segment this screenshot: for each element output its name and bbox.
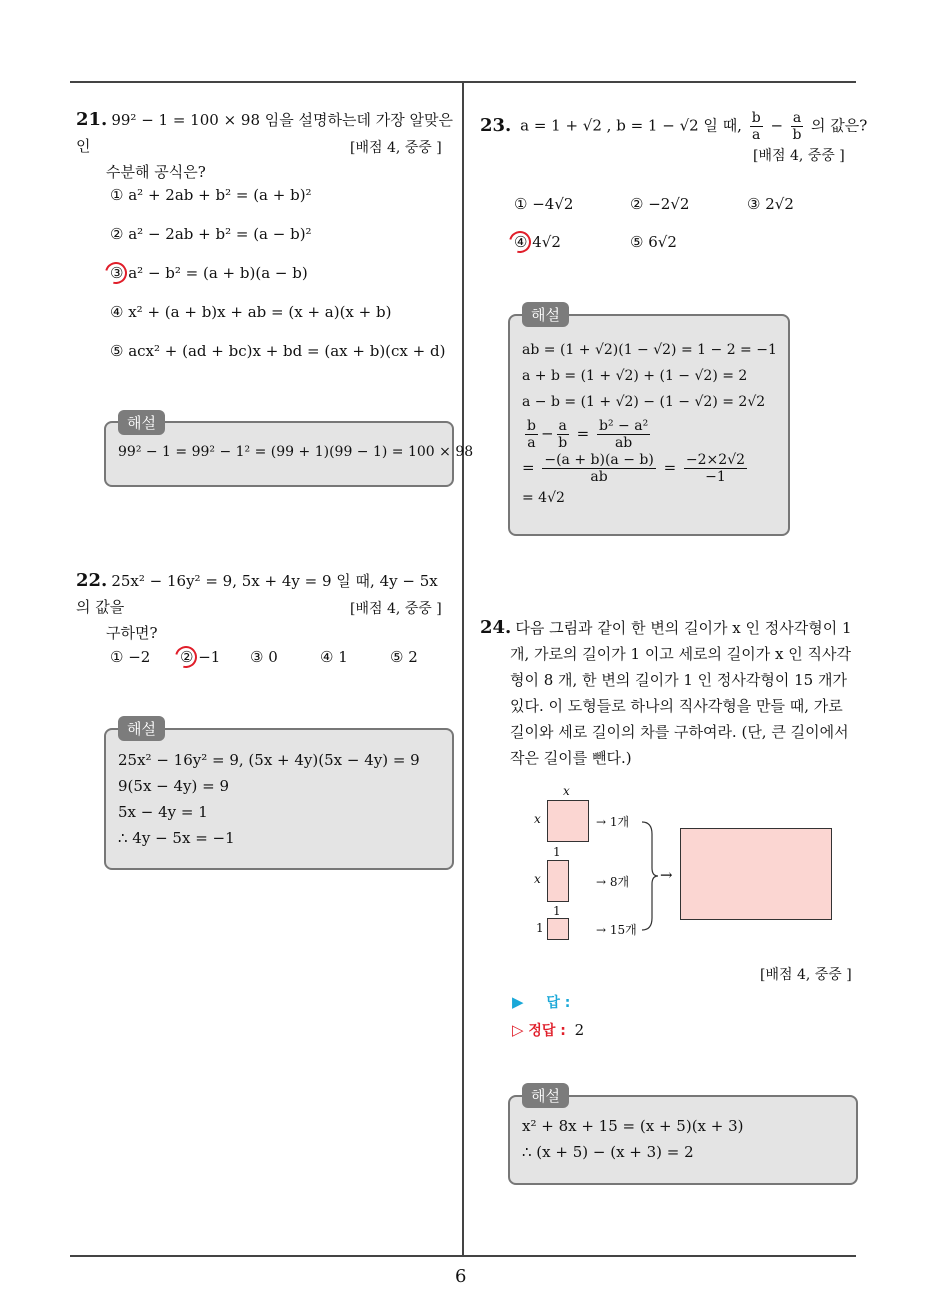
denominator: −1 (705, 469, 726, 485)
numerator: a (558, 418, 567, 434)
correct-answer-row (512, 1020, 584, 1040)
choice-5[interactable]: ⑤ 6√2 (630, 233, 677, 251)
choice-3[interactable]: ③ 0 (250, 648, 278, 666)
solution-tag: 해설 (522, 1083, 569, 1108)
solution-fraction-line: $\frac{b}{a}$ − $\frac{a}{b}$ = $\frac{\text{b² − a²}}{ab}$ (527, 418, 649, 451)
question-text: 있다. 이 도형들로 하나의 직사각형을 만들 때, 가로 (510, 697, 843, 715)
choice-3[interactable]: ③ a² − b² = (a + b)(a − b) (110, 264, 308, 282)
result-rectangle (680, 828, 832, 920)
selected-answer-mark (505, 227, 535, 257)
solution-line: 9(5x − 4y) = 9 (118, 777, 230, 795)
solution-box (104, 728, 454, 870)
question-text: 25x² − 16y² = 9, 5x + 4y = 9 일 때, 4y − 5x 의 값을 (76, 572, 438, 616)
question-meta: [배점 4, 중중 ] (350, 140, 442, 156)
answer-label: 답 : (546, 995, 571, 1011)
denominator: ab (590, 469, 608, 485)
count-label: → 1개 (596, 815, 630, 829)
label-x-top: x (563, 784, 570, 798)
square-x-tile (547, 800, 589, 842)
fraction (557, 418, 569, 451)
question-text: 형이 8 개, 한 변의 길이가 1 인 정사각형이 15 개가 (510, 671, 847, 689)
question-text: 작은 길이를 뺀다.) (510, 749, 632, 767)
question-23 (480, 110, 867, 143)
question-number: 22. (76, 570, 108, 591)
arrow-icon: → (660, 866, 673, 884)
numerator: b² − a² (599, 418, 649, 434)
label-1-top: 1 (553, 904, 561, 918)
square-1-tile (547, 918, 569, 940)
question-number: 23. (480, 114, 512, 136)
numerator: b (527, 418, 536, 434)
question-text: 다음 그림과 같이 한 변의 길이가 x 인 정사각형이 1 (515, 619, 852, 637)
bottom-rule (70, 1255, 856, 1257)
page-number: 6 (455, 1266, 467, 1287)
denominator: b (558, 435, 568, 451)
question-text: a = 1 + √2 , b = 1 − √2 일 때, (520, 116, 742, 135)
choice-2[interactable]: ② a² − 2ab + b² = (a − b)² (110, 225, 312, 243)
fraction-b-over-a (750, 110, 763, 143)
question-24 (480, 615, 860, 771)
count-label: → 15개 (596, 923, 637, 937)
solution-line: x² + 8x + 15 = (x + 5)(x + 3) (522, 1117, 744, 1135)
label-x-side: x (534, 872, 541, 886)
solution-line: = 4√2 (522, 490, 565, 506)
solution-line: 25x² − 16y² = 9, (5x + 4y)(5x − 4y) = 9 (118, 751, 420, 769)
solution-box (508, 1095, 858, 1185)
fraction (525, 418, 538, 451)
solution-line: ∴ 4y − 5x = −1 (118, 829, 235, 847)
solution-line: 99² − 1 = 99² − 1² = (99 + 1)(99 − 1) = 100 × 98 (118, 444, 474, 460)
question-meta: [배점 4, 중중 ] (760, 967, 852, 983)
choice-3[interactable]: ③ 2√2 (747, 195, 794, 213)
fraction (597, 418, 650, 451)
solution-tag: 해설 (118, 716, 165, 741)
label-x-side: x (534, 812, 541, 826)
solution-line: a − b = (1 + √2) − (1 − √2) = 2√2 (522, 394, 766, 410)
label-1-top: 1 (553, 845, 561, 859)
question-meta: [배점 4, 중중 ] (350, 601, 442, 617)
solution-line: ab = (1 + √2)(1 − √2) = 1 − 2 = −1 (522, 342, 777, 358)
choice-4[interactable]: ④ 4√2 (514, 233, 561, 251)
choice-1[interactable]: ① a² + 2ab + b² = (a + b)² (110, 186, 312, 204)
numerator: a (792, 110, 802, 126)
question-text-2: 구하면? (106, 624, 158, 642)
selected-answer-mark (171, 642, 201, 672)
denominator: b (792, 127, 802, 143)
correct-label: 정답 : (528, 1023, 566, 1039)
denominator: a (527, 435, 536, 451)
numerator: −2×2√2 (685, 452, 746, 468)
numerator: −(a + b)(a − b) (544, 452, 654, 468)
question-number: 21. (76, 109, 108, 130)
choice-5[interactable]: ⑤ acx² + (ad + bc)x + bd = (ax + b)(cx + d) (110, 342, 446, 360)
fraction (542, 452, 655, 485)
tile-figure (530, 784, 840, 948)
minus-sign: − (540, 424, 554, 443)
choice-1[interactable]: ① −2 (110, 648, 151, 666)
solution-line: a + b = (1 + √2) + (1 − √2) = 2 (522, 368, 748, 384)
question-number: 24. (480, 617, 512, 638)
choice-2[interactable]: ② −1 (180, 648, 221, 666)
choice-1[interactable]: ① −4√2 (514, 195, 574, 213)
solution-tag: 해설 (522, 302, 569, 327)
question-text-2: 의 값은? (810, 116, 868, 135)
question-text: 길이와 세로 길이의 차를 구하여라. (단, 큰 길이에서 (510, 723, 849, 741)
fraction (684, 452, 747, 485)
numerator: b (751, 110, 761, 126)
count-label: → 8개 (596, 875, 630, 889)
answer-row (512, 992, 570, 1012)
question-text: 개, 가로의 길이가 1 이고 세로의 길이가 x 인 직사각 (510, 645, 851, 663)
solution-line: ∴ (x + 5) − (x + 3) = 2 (522, 1143, 694, 1161)
solution-tag: 해설 (118, 410, 165, 435)
fraction-a-over-b (791, 110, 803, 143)
solution-fraction-line: = $\frac{-(a + b)(a - b)}{ab}$ = $\frac{-2\times 2√2}{-1}$ (522, 452, 746, 485)
choice-5[interactable]: ⑤ 2 (390, 648, 418, 666)
choice-2[interactable]: ② −2√2 (630, 195, 690, 213)
brace-icon (640, 820, 660, 932)
selected-answer-mark (101, 258, 131, 288)
question-meta: [배점 4, 중중 ] (753, 148, 845, 164)
play-icon: ▶ (512, 993, 524, 1011)
question-text: 99² − 1 = 100 × 98 임을 설명하는데 가장 알맞은 인 (76, 111, 453, 155)
choice-4[interactable]: ④ x² + (a + b)x + ab = (x + a)(x + b) (110, 303, 392, 321)
rect-1x-tile (547, 860, 569, 902)
label-1-side: 1 (536, 921, 544, 935)
denominator: a (752, 127, 761, 143)
choice-4[interactable]: ④ 1 (320, 648, 348, 666)
solution-line: 5x − 4y = 1 (118, 803, 208, 821)
minus-sign: − (770, 116, 784, 135)
correct-value: 2 (574, 1021, 585, 1039)
hollow-play-icon: ▷ (512, 1021, 524, 1039)
column-divider (462, 82, 464, 1257)
denominator: ab (614, 435, 633, 451)
question-text-2: 수분해 공식은? (106, 163, 206, 181)
